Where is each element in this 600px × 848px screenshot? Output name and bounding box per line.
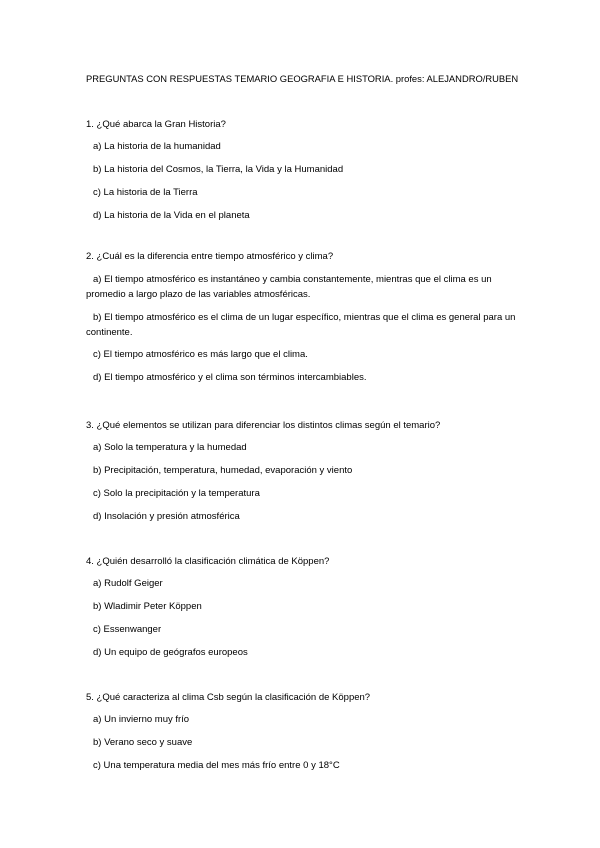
answer-option: d) La historia de la Vida en el planeta: [93, 210, 250, 221]
answer-option: a) La historia de la humanidad: [93, 141, 221, 152]
answer-option: b) Precipitación, temperatura, humedad, evaporación y viento: [93, 465, 353, 476]
answer-option: a) Un invierno muy frío: [93, 714, 190, 725]
answer-option: b) La historia del Cosmos, la Tierra, la Vida y la Humanidad: [93, 164, 344, 175]
question-text: 4. ¿Quién desarrolló la clasificación climática de Köppen?: [86, 556, 330, 567]
answer-option: b) El tiempo atmosférico es el clima de un lugar específico, mientras que el clima es general para un continente.: [86, 312, 516, 338]
question-5: [86, 691, 522, 782]
question-4: [86, 555, 522, 669]
answer-option: c) La historia de la Tierra: [93, 187, 198, 198]
answer-option: c) Solo la precipitación y la temperatura: [93, 488, 260, 499]
answer-option: d) El tiempo atmosférico y el clima son términos intercambiables.: [93, 372, 367, 383]
question-1: [86, 118, 522, 232]
answer-option: d) Insolación y presión atmosférica: [93, 511, 240, 522]
answer-option: c) Una temperatura media del mes más frío entre 0 y 18°C: [93, 760, 340, 771]
answer-option: b) Wladimir Peter Köppen: [93, 601, 202, 612]
answer-option: a) Rudolf Geiger: [93, 578, 163, 589]
question-text: 1. ¿Qué abarca la Gran Historia?: [86, 119, 226, 130]
question-text: 3. ¿Qué elementos se utilizan para diferenciar los distintos climas según el temario?: [86, 420, 441, 431]
answer-option: a) Solo la temperatura y la humedad: [93, 442, 247, 453]
answer-option: c) El tiempo atmosférico es más largo que el clima.: [93, 349, 308, 360]
answer-option: d) Un equipo de geógrafos europeos: [93, 647, 248, 658]
answer-option: c) Essenwanger: [93, 624, 162, 635]
document-title: PREGUNTAS CON RESPUESTAS TEMARIO GEOGRAFIA E HISTORIA. profes: ALEJANDRO/RUBEN: [86, 73, 519, 84]
question-text: 5. ¿Qué caracteriza al clima Csb según la clasificación de Köppen?: [86, 692, 371, 703]
answer-option: b) Verano seco y suave: [93, 737, 193, 748]
question-text: 2. ¿Cuál es la diferencia entre tiempo atmosférico y clima?: [86, 251, 334, 262]
question-3: [86, 419, 522, 533]
question-2: [86, 250, 522, 394]
answer-option: a) El tiempo atmosférico es instantáneo y cambia constantemente, mientras que el clima es un promedio a largo plazo de las variables atmosféricas.: [86, 274, 492, 300]
